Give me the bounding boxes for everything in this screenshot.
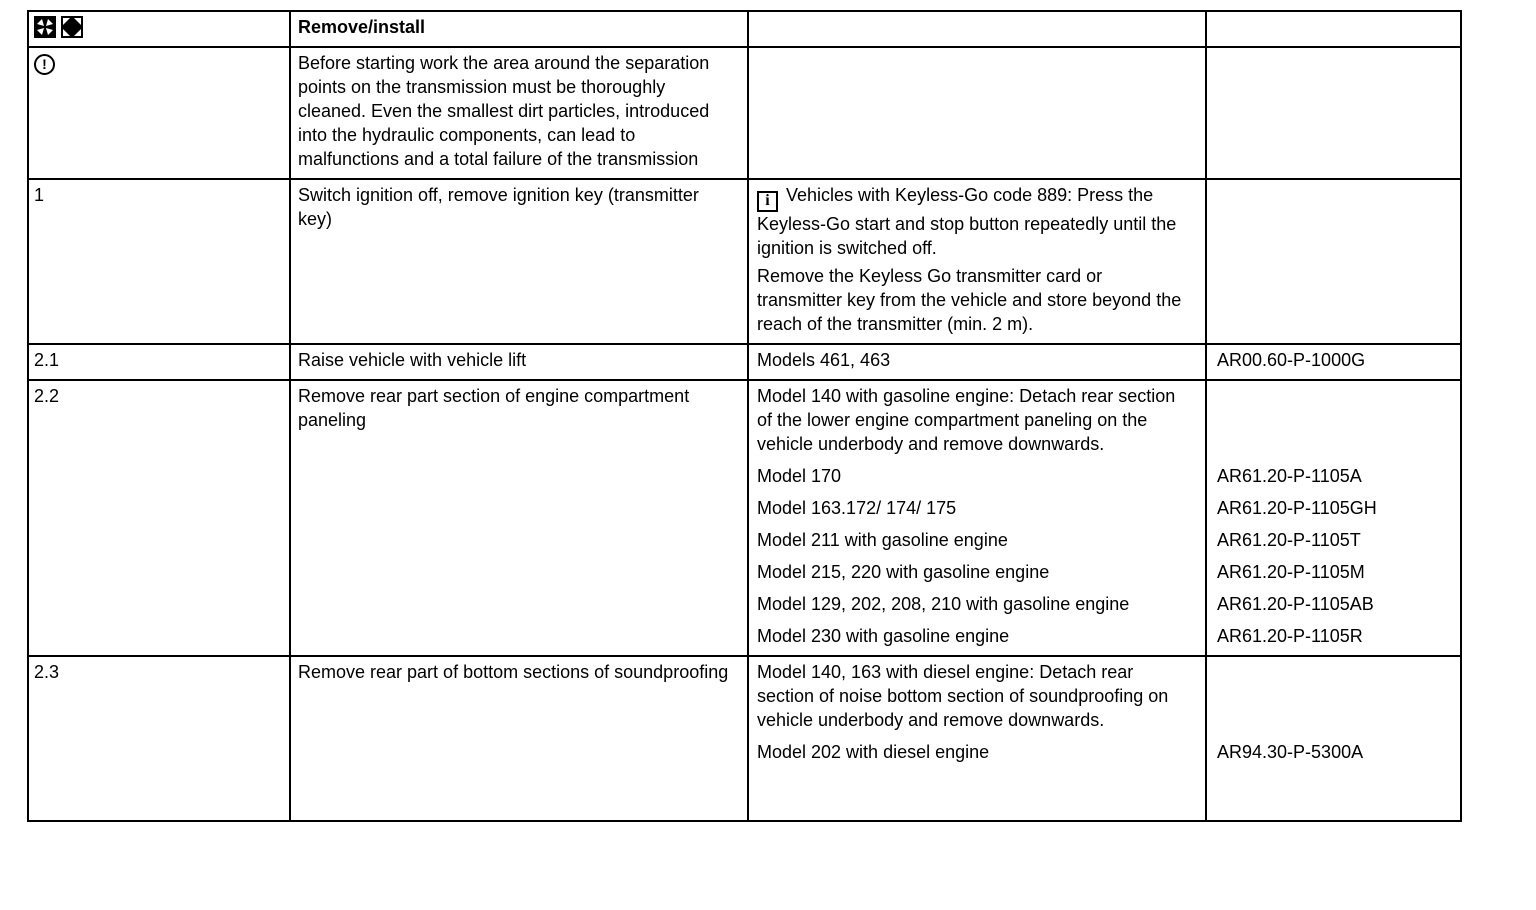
task-description: Remove rear part of bottom sections of soundproofing (298, 661, 729, 682)
info-note-text: Vehicles with Keyless-Go code 889: Press the Keyless-Go start and stop button repeatedly until the ignition is switched off. (757, 185, 1177, 258)
table-header-row (29, 12, 1460, 46)
detail-text: Model 215, 220 with gasoline engine (757, 561, 1050, 582)
step-number: 2.2 (34, 385, 60, 406)
document-reference[interactable]: AR00.60-P-1000G (1217, 349, 1366, 370)
step-number: 1 (34, 185, 45, 205)
table-row (29, 379, 1460, 655)
detail-text: Model 163.172/ 174/ 175 (757, 497, 957, 518)
detail-text: Model 129, 202, 208, 210 with gasoline engine (757, 593, 1130, 614)
document-reference (1207, 384, 1460, 456)
detail-text: Model 170 (757, 465, 842, 486)
collapse-arrows-icon[interactable] (34, 16, 56, 38)
task-description: Raise vehicle with vehicle lift (298, 349, 527, 370)
info-note-text: Remove the Keyless Go transmitter card or transmitter key from the vehicle and store beyond the reach of the transmitter (min. 2 m). (757, 265, 1182, 334)
detail-text: Model 202 with diesel engine (757, 741, 990, 762)
header-icons-cell (29, 12, 289, 46)
danger-icon: ! (34, 54, 55, 75)
step-number: 2.1 (34, 349, 60, 370)
procedure-table (27, 10, 1462, 822)
document-reference[interactable]: AR61.20-P-1105AB (1217, 593, 1374, 614)
table-header-title: Remove/install (298, 17, 426, 37)
detail-text: Model 140, 163 with diesel engine: Detach rear section of noise bottom section of soundproofing on vehicle underbody and remove downwards. (757, 661, 1169, 730)
detail-text: Model 140 with gasoline engine: Detach rear section of the lower engine compartment paneling on the vehicle underbody and remove downwards. (757, 385, 1176, 454)
document-reference[interactable]: AR94.30-P-5300A (1217, 741, 1364, 762)
table-row (29, 343, 1460, 379)
detail-text: Model 230 with gasoline engine (757, 625, 1010, 646)
table-row (29, 178, 1460, 343)
step-number: 2.3 (34, 661, 60, 682)
expand-arrows-icon[interactable] (61, 16, 83, 38)
detail-text: Model 211 with gasoline engine (757, 529, 1008, 550)
document-reference[interactable]: AR61.20-P-1105M (1217, 561, 1365, 582)
document-reference[interactable]: AR61.20-P-1105A (1217, 465, 1362, 486)
info-icon: i (757, 191, 778, 212)
detail-text: Models 461, 463 (757, 349, 891, 370)
document-reference (1207, 660, 1460, 732)
task-description: Switch ignition off, remove ignition key (transmitter key) (298, 185, 699, 229)
document-reference[interactable]: AR61.20-P-1105T (1217, 529, 1361, 550)
table-row (29, 655, 1460, 820)
task-description: Remove rear part section of engine compartment paneling (298, 385, 690, 430)
table-row (29, 46, 1460, 178)
document-reference[interactable]: AR61.20-P-1105GH (1217, 497, 1377, 518)
task-description: Before starting work the area around the separation points on the transmission must be thoroughly cleaned. Even the smallest dirt particles, introduced into the hydraulic components, can lead to malfunctions and a total failure of the transmission (298, 53, 710, 169)
document-reference[interactable]: AR61.20-P-1105R (1217, 625, 1363, 646)
info-note (749, 183, 1207, 336)
